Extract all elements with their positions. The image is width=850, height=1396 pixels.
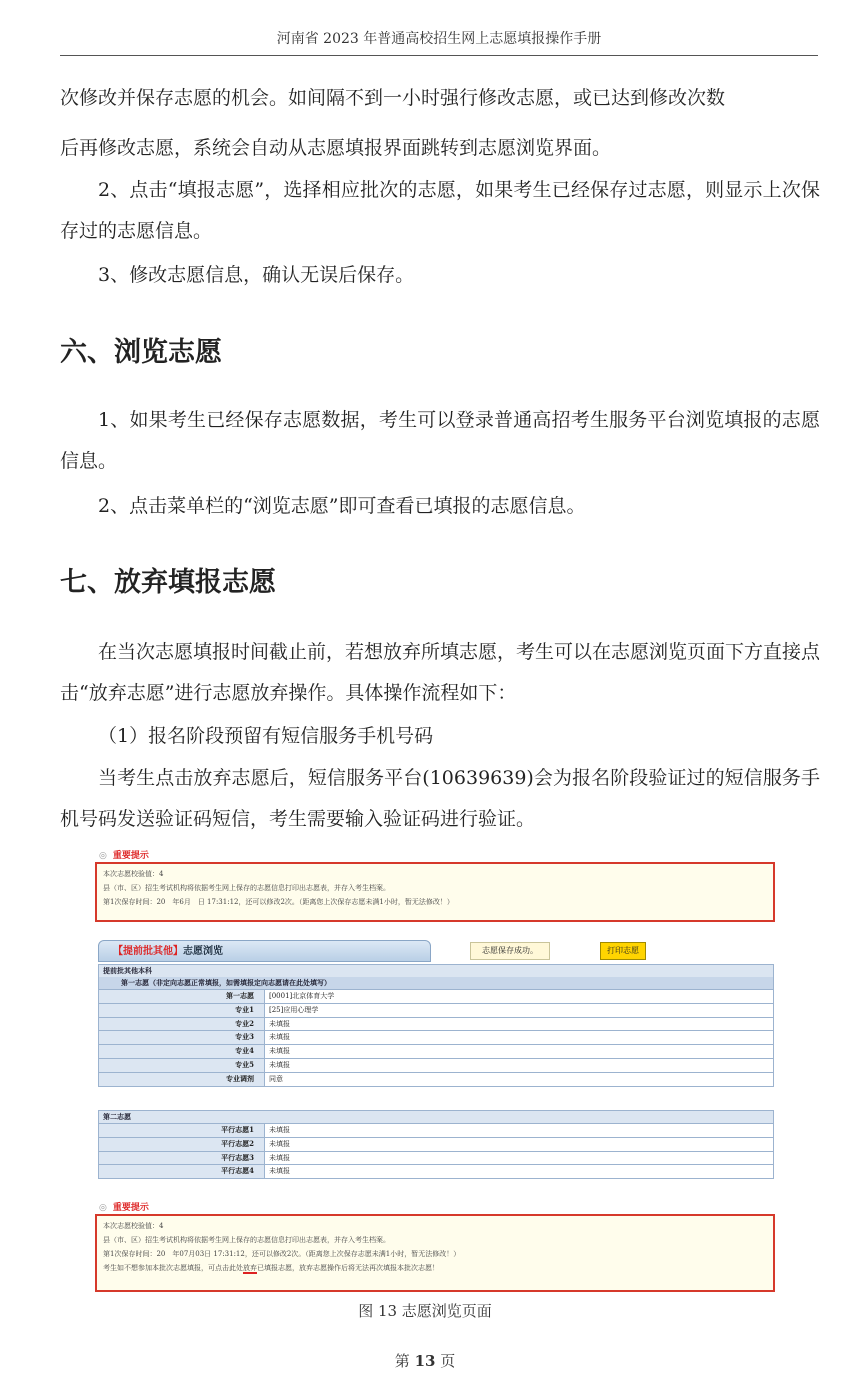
paragraph-1-line-2: 后再修改志愿，系统会自动从志愿填报界面跳转到志愿浏览界面。 (60, 137, 612, 159)
paragraph-3: 3、修改志愿信息，确认无误后保存。 (98, 264, 415, 286)
panel-first-batch (98, 964, 774, 1087)
panel-title: 第二志愿 (99, 1111, 773, 1123)
abandon-link[interactable]: 放弃 (243, 1264, 257, 1272)
running-header: 河南省 2023 年普通高校招生网上志愿填报操作手册 (60, 28, 818, 56)
table-row: 平行志愿1 未填报 (99, 1123, 773, 1137)
table-row: 专业4 未填报 (99, 1044, 773, 1058)
tab-volunteer-browse[interactable]: 【提前批其他】志愿浏览 (98, 940, 431, 962)
notice-title-top: ◎ 重要提示 (99, 851, 149, 861)
notice-line: 本次志愿校验值：4 (103, 1222, 164, 1230)
table-row: 专业调剂 同意 (99, 1072, 773, 1086)
paragraph-7: （1）报名阶段预留有短信服务手机号码 (98, 725, 434, 747)
paragraph-1-line-1: 次修改并保存志愿的机会。如间隔不到一小时强行修改志愿，或已达到修改次数 (60, 87, 726, 109)
notice-line: 考生如不想参加本批次志愿填报，可点击此处放弃已填报志愿，放弃志愿操作后将无法再次填报本批次志愿！ (103, 1264, 439, 1272)
screenshot-figure (95, 848, 780, 1296)
panel-title: 提前批其他本科 (99, 965, 773, 977)
panel-subtitle: 第一志愿（非定向志愿正常填报，如需填报定向志愿请在此处填写） (99, 977, 773, 989)
notice-box-bottom (95, 1214, 775, 1292)
table-row: 平行志愿4 未填报 (99, 1164, 773, 1178)
notice-box-top (95, 862, 775, 922)
notice-line: 县（市、区）招生考试机构将依据考生网上保存的志愿信息打印出志愿表，并存入考生档案。 (103, 884, 390, 892)
notice-line: 本次志愿校验值：4 (103, 870, 164, 878)
paragraph-5: 2、点击菜单栏的“浏览志愿”即可查看已填报的志愿信息。 (98, 495, 586, 517)
panel-second-choice (98, 1110, 774, 1179)
pin-icon: ◎ (99, 851, 107, 861)
paragraph-8: 当考生点击放弃志愿后，短信服务平台(10639639)会为报名阶段验证过的短信服务手机号码发送验证码短信，考生需要输入验证码进行验证。 (60, 767, 820, 830)
notice-line: 第1次保存时间：20 年07月03日 17:31:12，还可以修改2次。（距离您上次保存志愿未满1小时，暂无法修改！） (103, 1250, 461, 1258)
notice-line: 县（市、区）招生考试机构将依据考生网上保存的志愿信息打印出志愿表，并存入考生档案。 (103, 1236, 390, 1244)
section-heading-7: 七、放弃填报志愿 (60, 567, 276, 598)
saved-status: 志愿保存成功。 (470, 942, 550, 960)
section-heading-6: 六、浏览志愿 (60, 337, 222, 368)
notice-title-bottom: ◎ 重要提示 (99, 1203, 149, 1213)
paragraph-6: 在当次志愿填报时间截止前，若想放弃所填志愿，考生可以在志愿浏览页面下方直接点击“放弃志愿”进行志愿放弃操作。具体操作流程如下： (60, 641, 821, 704)
table-row: 第一志愿 [0001]北京体育大学 (99, 989, 773, 1003)
notice-line: 第1次保存时间：20 年6月 日 17:31:12，还可以修改2次。（距离您上次保存志愿未满1小时，暂无法修改！） (103, 898, 454, 906)
paragraph-4: 1、如果考生已经保存志愿数据，考生可以登录普通高招考生服务平台浏览填报的志愿信息。 (60, 409, 820, 472)
table-row: 专业5 未填报 (99, 1058, 773, 1072)
pin-icon: ◎ (99, 1203, 107, 1213)
print-button[interactable]: 打印志愿 (600, 942, 646, 960)
table-row: 专业1 [25]应用心理学 (99, 1003, 773, 1017)
figure-caption: 图 13 志愿浏览页面 (358, 1302, 492, 1320)
table-row: 专业2 未填报 (99, 1017, 773, 1031)
paragraph-2: 2、点击“填报志愿”，选择相应批次的志愿，如果考生已经保存过志愿，则显示上次保存过的志愿信息。 (60, 179, 820, 242)
table-row: 专业3 未填报 (99, 1030, 773, 1044)
table-row: 平行志愿2 未填报 (99, 1137, 773, 1151)
page-number: 第 13 页 (394, 1352, 456, 1370)
table-row: 平行志愿3 未填报 (99, 1151, 773, 1165)
